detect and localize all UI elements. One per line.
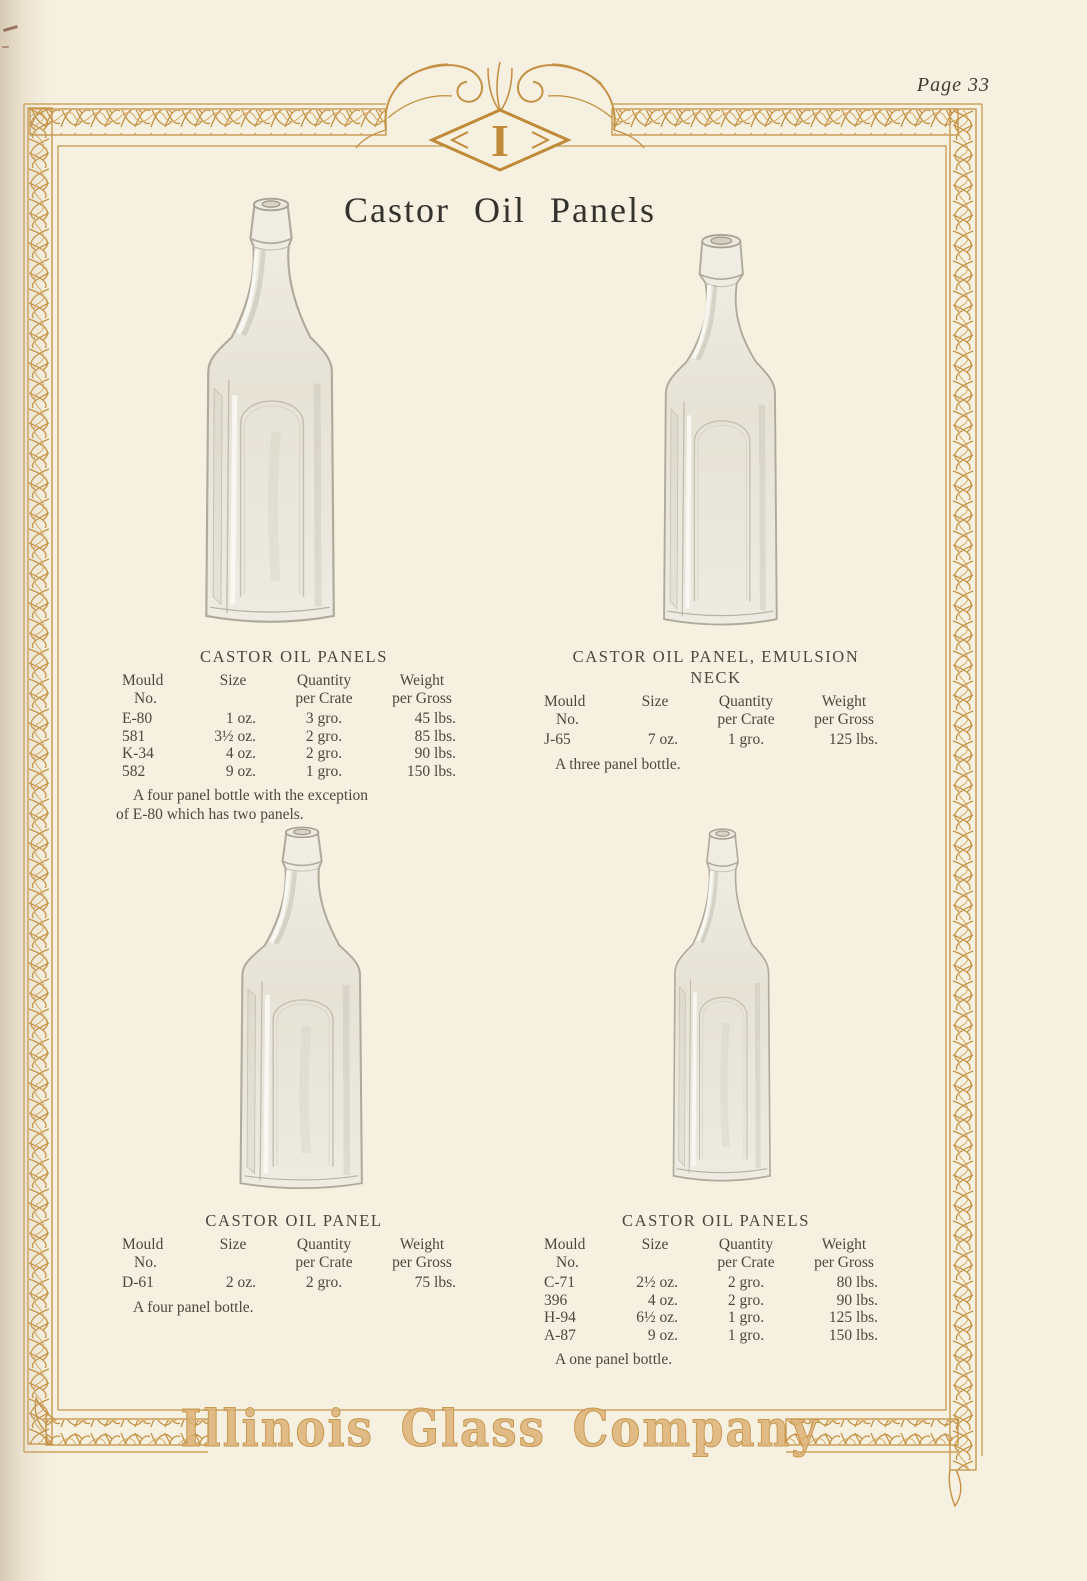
table-grid: [538, 693, 894, 749]
table-grid: [116, 1236, 472, 1292]
mould-no-cell: 581: [122, 727, 146, 745]
logo-letter: I: [491, 115, 509, 166]
qty-cell: 1 gro.: [305, 762, 343, 780]
header-weight: Weight per Gross: [814, 693, 874, 728]
header-quantity: Quantity per Crate: [295, 672, 353, 707]
qty-cell: 3 gro.: [305, 710, 343, 728]
header-mould-no: Mould No.: [122, 1236, 164, 1271]
weight-cell: 90 lbs.: [836, 1291, 878, 1309]
table-title: CASTOR OIL PANEL: [205, 1211, 383, 1230]
table-note: A three panel bottle.: [555, 755, 681, 773]
header-size: Size: [219, 1236, 247, 1254]
header-quantity: Quantity per Crate: [717, 693, 775, 728]
header-weight: Weight per Gross: [392, 672, 452, 707]
mould-no-cell: A-87: [544, 1326, 576, 1344]
size-cell: 4 oz.: [225, 745, 256, 763]
qty-cell: 1 gro.: [727, 731, 765, 749]
weight-cell: 150 lbs.: [406, 762, 456, 780]
castor-oil-panels-bottle-illustration: [170, 190, 376, 645]
illinois-glass-diamond-logo: [432, 110, 568, 170]
qty-cell: 1 gro.: [727, 1326, 765, 1344]
header-weight: Weight per Gross: [814, 1236, 874, 1271]
mould-no-cell: 396: [544, 1291, 568, 1309]
page-title: Castor Oil Panels: [344, 190, 656, 230]
castor-oil-panels-table-1: [116, 646, 472, 824]
scan-ink-mark: [2, 46, 9, 48]
table-note: A four panel bottle with the exception of E-80 which has two panels.: [116, 787, 369, 823]
header-weight: Weight per Gross: [392, 1236, 452, 1271]
mould-no-cell: H-94: [544, 1309, 576, 1327]
weight-cell: 125 lbs.: [828, 731, 878, 749]
qty-cell: 1 gro.: [727, 1309, 765, 1327]
size-cell: 4 oz.: [647, 1291, 678, 1309]
header-quantity: Quantity per Crate: [717, 1236, 775, 1271]
mould-no-cell: 582: [122, 762, 146, 780]
qty-cell: 2 gro.: [727, 1291, 765, 1309]
qty-cell: 2 gro.: [305, 727, 343, 745]
table-title: CASTOR OIL PANELS: [200, 647, 388, 666]
size-cell: 3½ oz.: [214, 727, 256, 745]
size-cell: 2½ oz.: [636, 1274, 678, 1292]
castor-oil-panels-one-panel-bottle-illustration: [646, 822, 802, 1200]
size-cell: 6½ oz.: [636, 1309, 678, 1327]
table-note: A one panel bottle.: [555, 1351, 673, 1369]
size-cell: 1 oz.: [225, 710, 256, 728]
header-quantity: Quantity per Crate: [295, 1236, 353, 1271]
mould-no-cell: C-71: [544, 1274, 575, 1292]
page-number: Page 33: [916, 74, 990, 96]
header-size: Size: [219, 672, 247, 690]
header-mould-no: Mould No.: [544, 1236, 586, 1271]
size-cell: 9 oz.: [647, 1326, 678, 1344]
header-size: Size: [641, 1236, 669, 1254]
weight-cell: 125 lbs.: [828, 1309, 878, 1327]
castor-oil-panel-bottle-illustration: [206, 820, 402, 1208]
size-cell: 2 oz.: [225, 1274, 256, 1292]
castor-oil-panels-table-2: [538, 1210, 894, 1370]
mould-no-cell: J-65: [544, 731, 571, 749]
table-note: A four panel bottle.: [133, 1298, 254, 1316]
header-mould-no: Mould No.: [122, 672, 164, 707]
table-grid: [538, 1236, 894, 1344]
weight-cell: 150 lbs.: [828, 1326, 878, 1344]
header-mould-no: Mould No.: [544, 693, 586, 728]
castor-oil-panel-emulsion-neck-bottle-illustration: [632, 226, 814, 646]
table-title: CASTOR OIL PANEL, EMULSION NECK: [572, 647, 860, 688]
mould-no-cell: E-80: [122, 710, 153, 728]
qty-cell: 2 gro.: [305, 745, 343, 763]
weight-cell: 85 lbs.: [414, 727, 456, 745]
mould-no-cell: D-61: [122, 1274, 154, 1292]
table-grid: [116, 672, 472, 780]
qty-cell: 2 gro.: [727, 1274, 765, 1292]
qty-cell: 2 gro.: [305, 1274, 343, 1292]
table-title: CASTOR OIL PANELS: [622, 1211, 810, 1230]
weight-cell: 80 lbs.: [836, 1274, 878, 1292]
weight-cell: 75 lbs.: [414, 1274, 456, 1292]
footer-company-name: Illinois Glass Company: [180, 1399, 820, 1459]
castor-oil-panel-emulsion-neck-table: [538, 646, 894, 774]
header-size: Size: [641, 693, 669, 711]
size-cell: 9 oz.: [225, 762, 256, 780]
weight-cell: 90 lbs.: [414, 745, 456, 763]
mould-no-cell: K-34: [122, 745, 154, 763]
castor-oil-panel-table: [116, 1210, 472, 1317]
size-cell: 7 oz.: [647, 731, 678, 749]
weight-cell: 45 lbs.: [414, 710, 456, 728]
